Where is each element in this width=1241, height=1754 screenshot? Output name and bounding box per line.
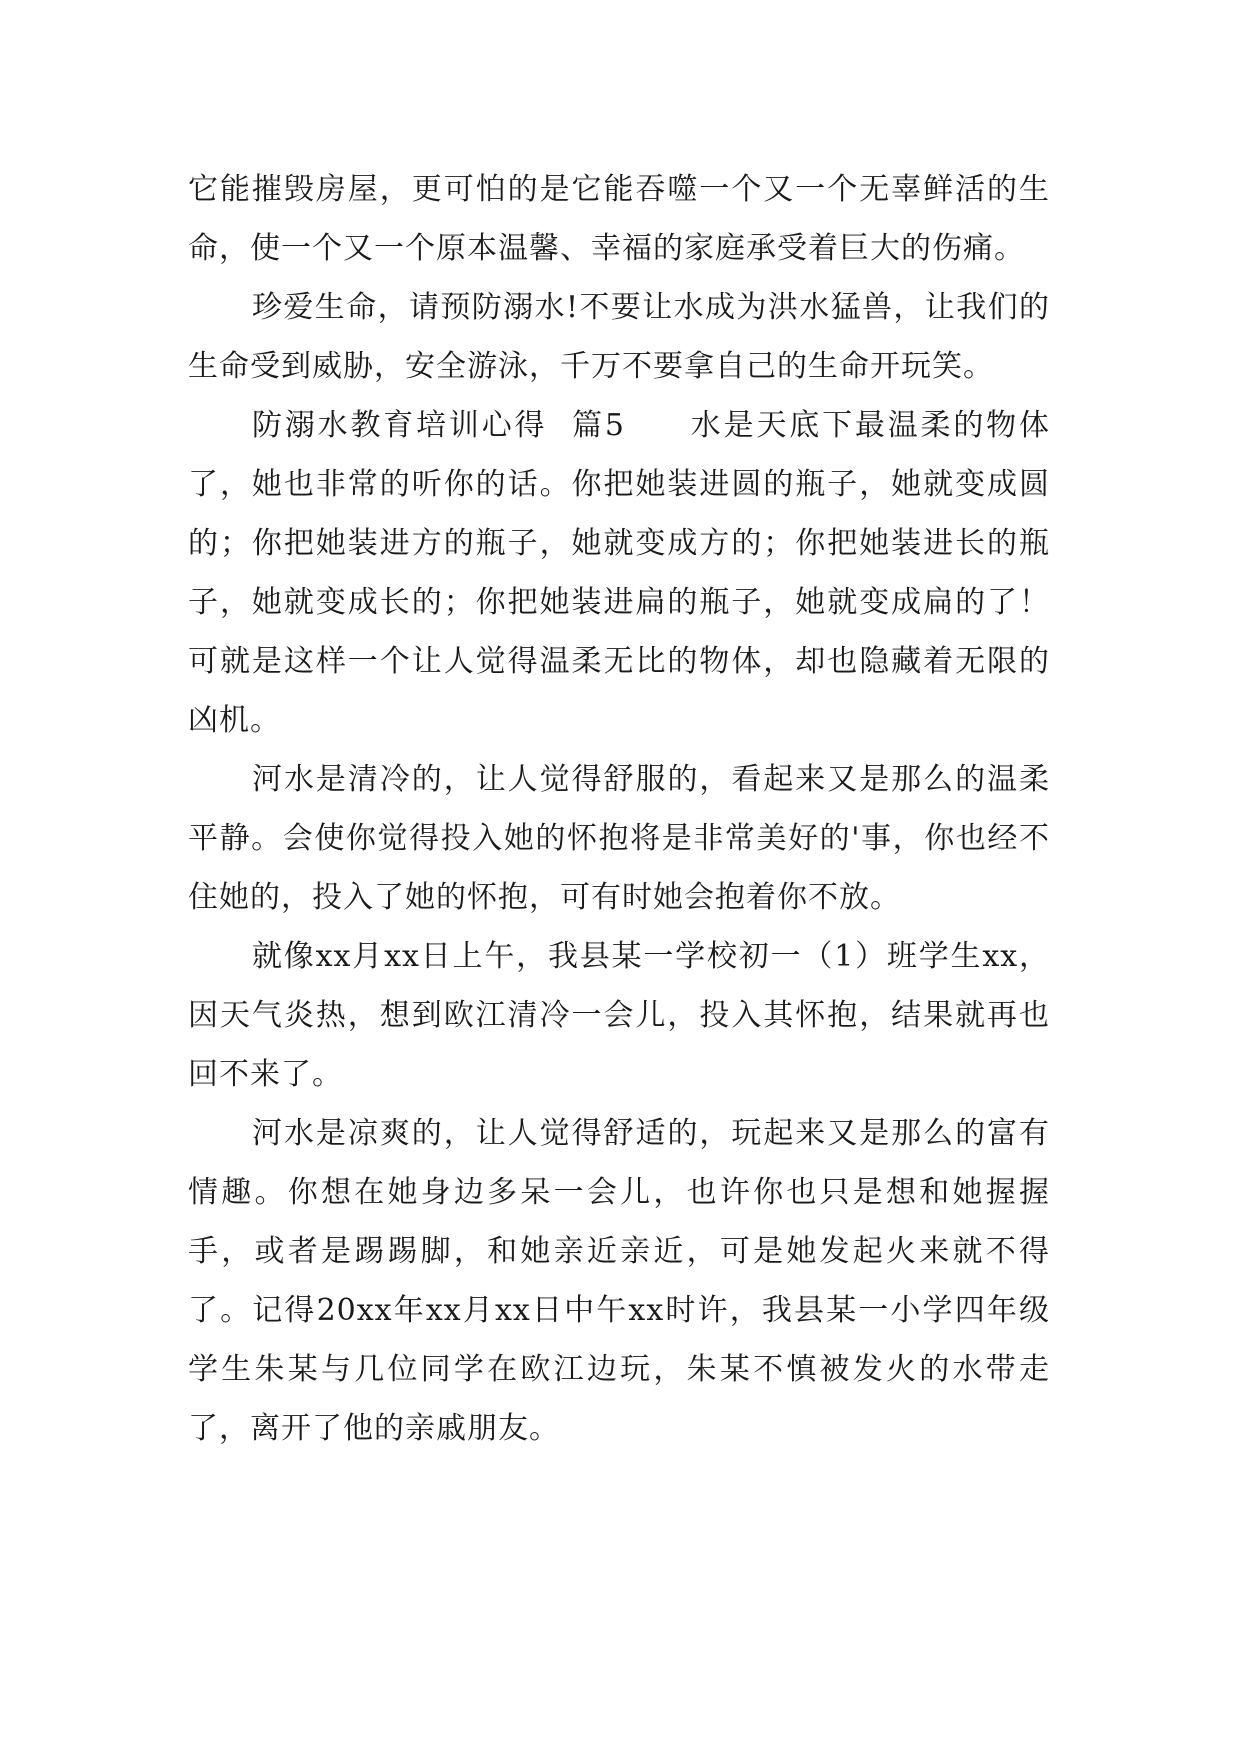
paragraph-1	[188, 160, 1050, 278]
paragraph-2	[188, 278, 1050, 396]
paragraph-2-text: 珍爱生命，请预防溺水!不要让水成为洪水猛兽，让我们的生命受到威胁，安全游泳，千万不要拿自己的生命开玩笑。	[188, 290, 1050, 384]
paragraph-6-text: 河水是凉爽的，让人觉得舒适的，玩起来又是那么的富有情趣。你想在她身边多呆一会儿，也许你也只是想和她握握手，或者是踢踢脚，和她亲近亲近，可是她发起火来就不得了。记得20xx年xx月xx日中午xx时许，我县某一小学四年级学生朱某与几位同学在欧江边玩，朱某不慎被发火的水带走了，离开了他的亲戚朋友。	[188, 1116, 1050, 1446]
paragraph-1-text: 它能摧毁房屋，更可怕的是它能吞噬一个又一个无辜鲜活的生命，使一个又一个原本温馨、幸福的家庭承受着巨大的伤痛。	[188, 172, 1050, 266]
paragraph-5-text: 就像xx月xx日上午，我县某一学校初一（1）班学生xx，因天气炎热，想到欧江清冷一会儿，投入其怀抱，结果就再也回不来了。	[188, 939, 1050, 1092]
paragraph-3	[188, 396, 1050, 750]
document-body	[188, 160, 1050, 1458]
paragraph-4-text: 河水是清冷的，让人觉得舒服的，看起来又是那么的温柔平静。会使你觉得投入她的怀抱将是非常美好的'事，你也经不住她的，投入了她的怀抱，可有时她会抱着你不放。	[188, 762, 1050, 915]
paragraph-5	[188, 927, 1050, 1104]
section-heading: 防溺水教育培训心得 篇5	[252, 408, 625, 443]
paragraph-6	[188, 1104, 1050, 1458]
paragraph-4	[188, 750, 1050, 927]
paragraph-3-text: 水是天底下最温柔的物体了，她也非常的听你的话。你把她装进圆的瓶子，她就变成圆的；你把她装进方的瓶子，她就变成方的；你把她装进长的瓶子，她就变成长的；你把她装进扁的瓶子，她就变成扁的了！可就是这样一个让人觉得温柔无比的物体，却也隐藏着无限的凶机。	[188, 408, 1050, 738]
